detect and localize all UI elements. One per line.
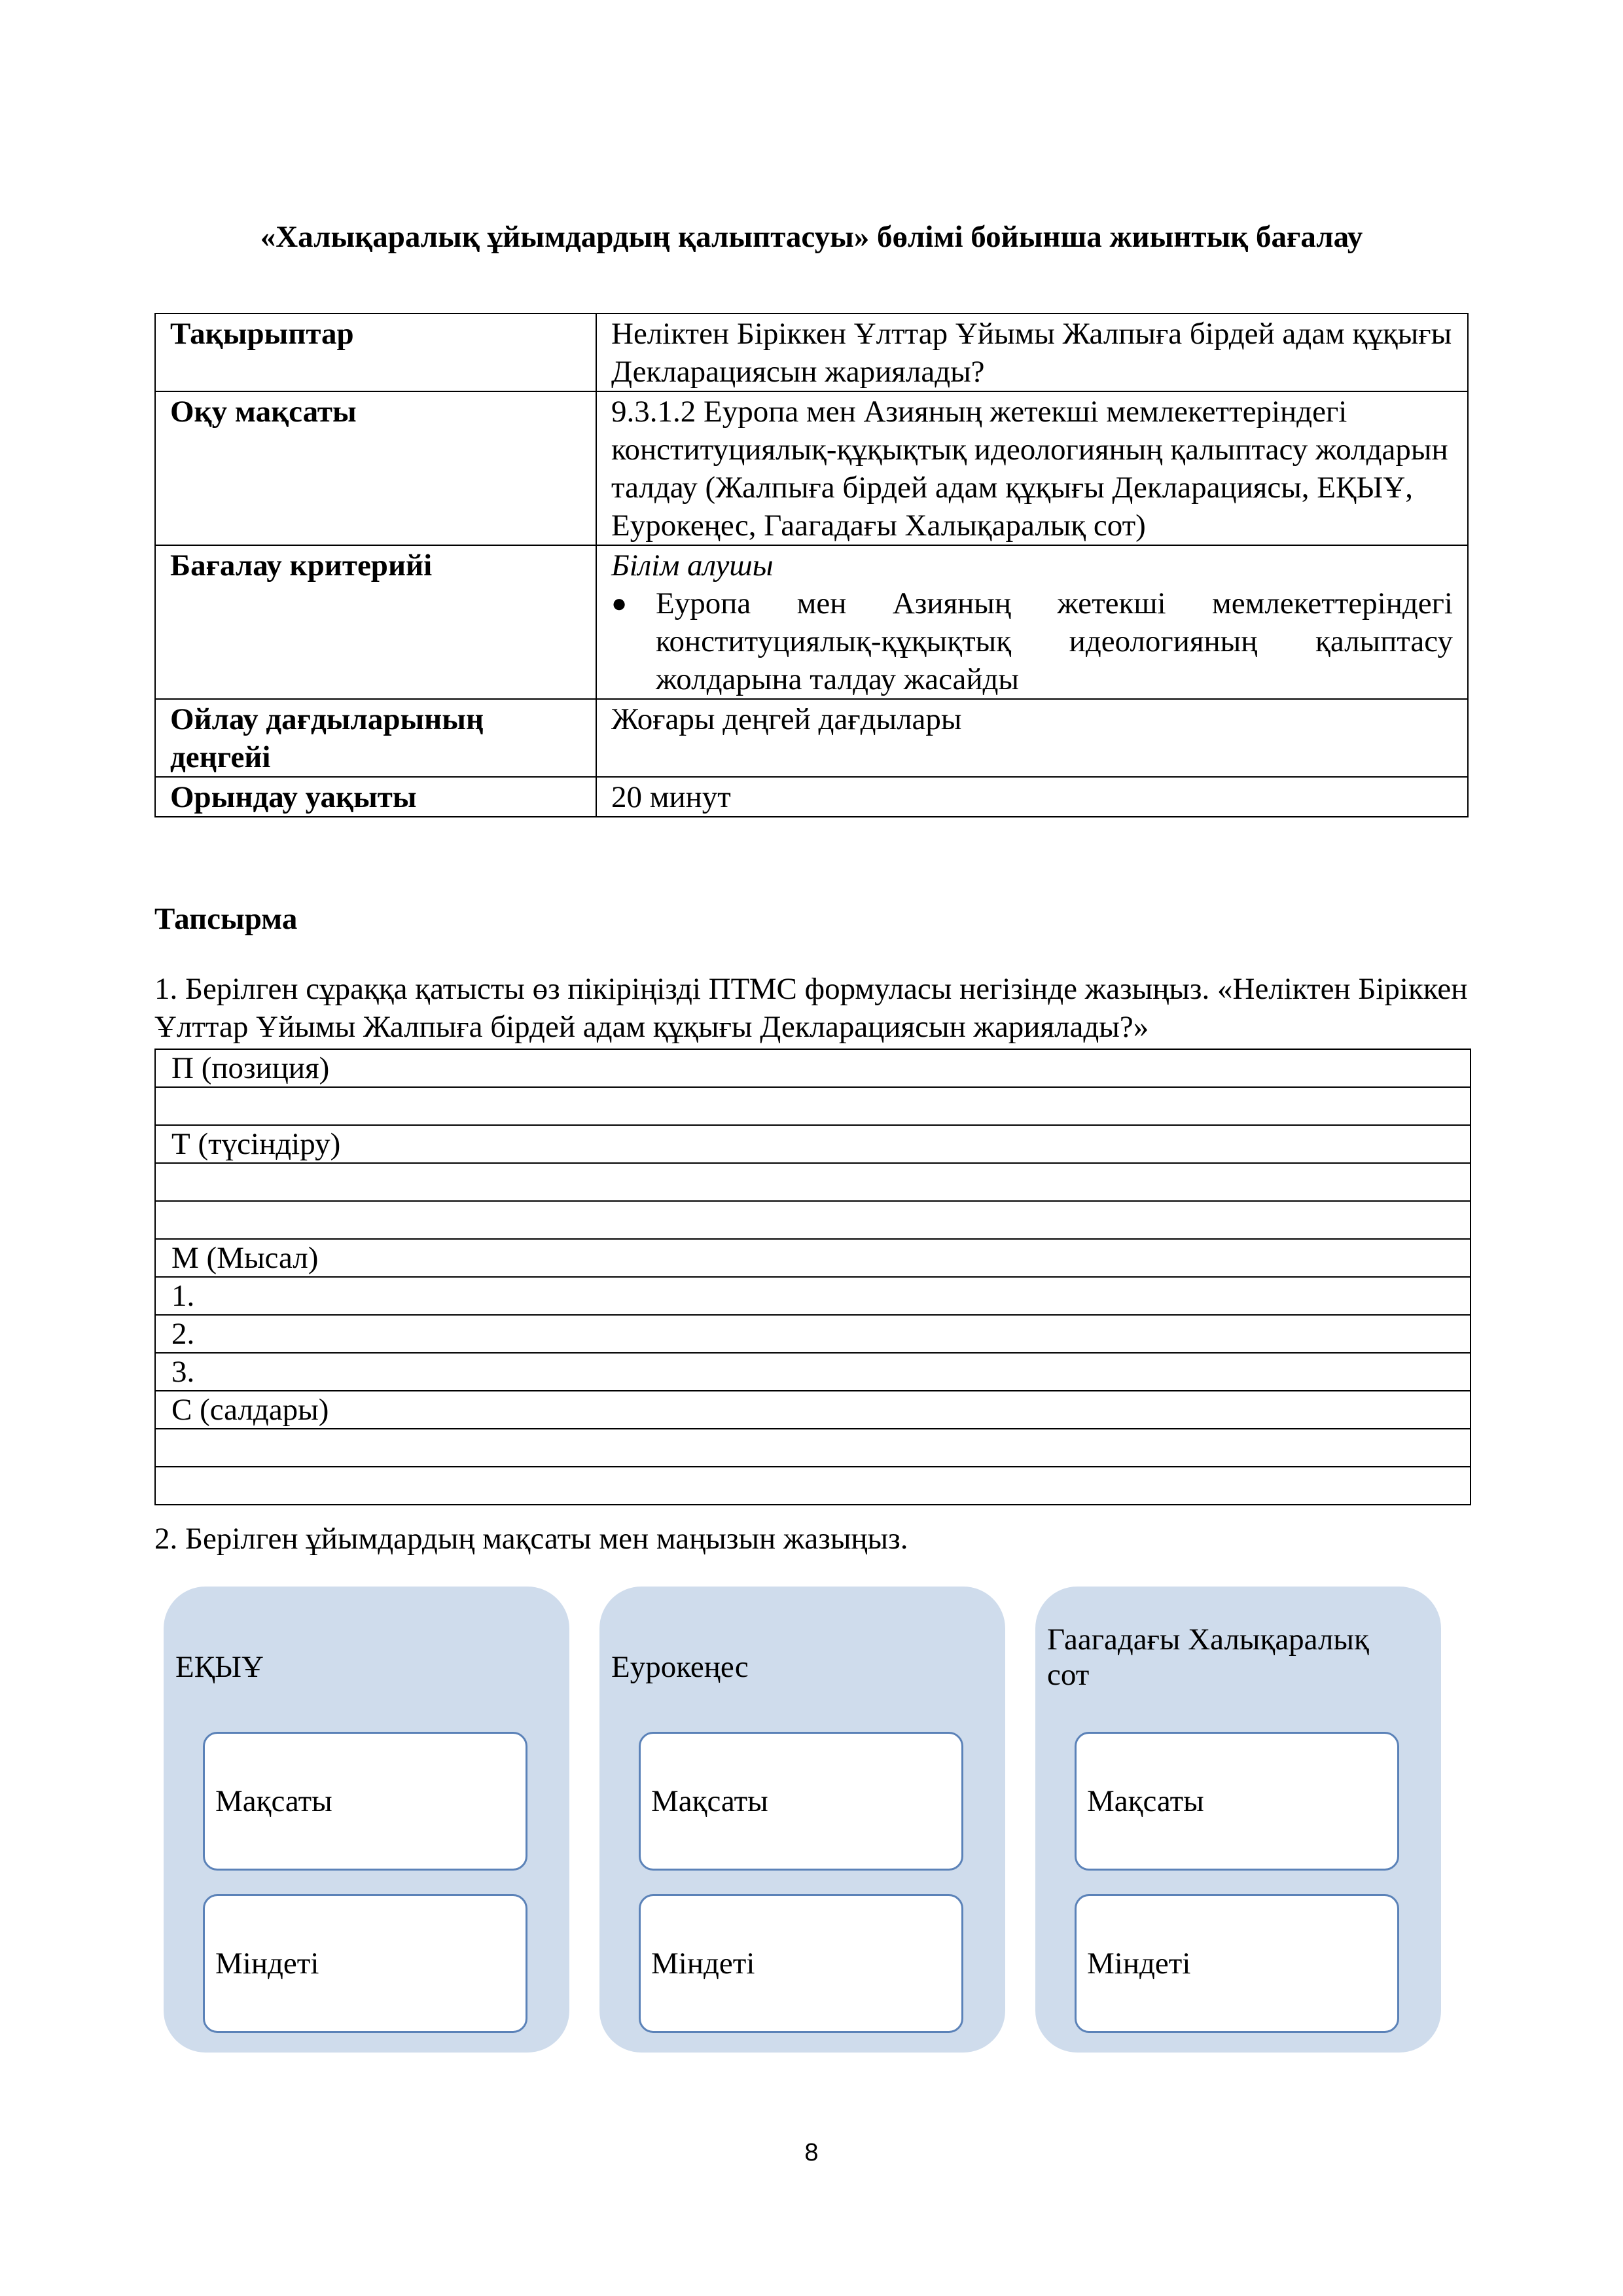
goal-label: Мақсаты <box>1087 1784 1204 1818</box>
ptms-row[interactable] <box>155 1087 1471 1125</box>
org-card-osce <box>164 1587 569 2053</box>
ptms-row[interactable]: 3. <box>155 1353 1471 1391</box>
ptms-row[interactable]: П (позиция) <box>155 1049 1471 1087</box>
ptms-row[interactable]: 1. <box>155 1277 1471 1315</box>
ptms-row[interactable] <box>155 1163 1471 1201</box>
ptms-answer-table <box>154 1049 1471 1505</box>
table-row <box>155 314 1468 391</box>
table-row <box>155 699 1468 777</box>
goal-box[interactable] <box>203 1732 527 1871</box>
org-card-hague-court <box>1035 1587 1441 2053</box>
page-number: 8 <box>804 2139 819 2166</box>
task-box[interactable] <box>1075 1894 1399 2033</box>
criteria-intro: Білім алушы <box>611 548 774 583</box>
ptms-row[interactable]: М (Мысал) <box>155 1239 1471 1277</box>
ptms-row[interactable]: 2. <box>155 1315 1471 1353</box>
ptms-row[interactable]: Т (түсіндіру) <box>155 1125 1471 1163</box>
bullet-icon: ● <box>611 588 628 618</box>
task-box[interactable] <box>203 1894 527 2033</box>
row-label: Орындау уақыты <box>155 777 596 817</box>
row-value: 20 минут <box>596 777 1468 817</box>
row-label: Тақырыптар <box>155 314 596 391</box>
org-card-title: ЕҚЫҰ <box>175 1650 264 1684</box>
ptms-row[interactable] <box>155 1201 1471 1239</box>
criteria-bullet-text: Еуропа мен Азияның жетекші мемлекеттеріндегі конституциялық-құқықтық идеологияның қалыптасу жолдарына талдау жасайды <box>656 586 1453 696</box>
task-label: Міндеті <box>651 1946 755 1981</box>
goal-box[interactable] <box>1075 1732 1399 1871</box>
task-label: Міндеті <box>215 1946 319 1981</box>
criteria-bullet-item <box>611 584 1453 698</box>
task-heading: Тапсырма <box>154 902 298 936</box>
task-box[interactable] <box>639 1894 963 2033</box>
task-label: Міндеті <box>1087 1946 1191 1981</box>
table-row <box>155 391 1468 545</box>
row-value: Неліктен Біріккен Ұлттар Ұйымы Жалпыға бірдей адам құқығы Декларациясын жариялады? <box>596 314 1468 391</box>
org-card-title: Гаагадағы Халықаралық сот <box>1047 1623 1369 1692</box>
row-value: Жоғары деңгей дағдылары <box>596 699 1468 777</box>
assessment-info-table <box>154 313 1469 817</box>
ptms-row[interactable] <box>155 1467 1471 1505</box>
question-2: 2. Берілген ұйымдардың мақсаты мен маңызын жазыңыз. <box>154 1522 908 1556</box>
row-value <box>596 545 1468 699</box>
row-value: 9.3.1.2 Еуропа мен Азияның жетекші мемлекеттеріндегі конституциялық-құқықтық идеологияның қалыптасу жолдарын талдау (Жалпыға бірдей адам құқығы Декларациясы, ЕҚЫҰ, Еурокеңес, Гаагадағы Халықаралық сот) <box>596 391 1468 545</box>
org-card-title: Еурокеңес <box>611 1650 749 1684</box>
row-label: Бағалау критерийі <box>155 545 596 699</box>
ptms-row[interactable]: С (салдары) <box>155 1391 1471 1429</box>
goal-label: Мақсаты <box>215 1784 332 1818</box>
goal-label: Мақсаты <box>651 1784 768 1818</box>
document-title: «Халықаралық ұйымдардың қалыптасуы» бөлімі бойынша жиынтық бағалау <box>260 220 1363 254</box>
row-label: Оқу мақсаты <box>155 391 596 545</box>
org-card-council-of-europe <box>599 1587 1005 2053</box>
ptms-row[interactable] <box>155 1429 1471 1467</box>
row-label: Ойлау дағдыларының деңгейі <box>155 699 596 777</box>
table-row <box>155 777 1468 817</box>
question-1: 1. Берілген сұраққа қатысты өз пікіріңізді ПТМС формуласы негізінде жазыңыз. «Неліктен Біріккен Ұлттар Ұйымы Жалпыға бірдей адам құқығы Декларациясын жариялады?» <box>154 972 1468 1044</box>
table-row <box>155 545 1468 699</box>
goal-box[interactable] <box>639 1732 963 1871</box>
